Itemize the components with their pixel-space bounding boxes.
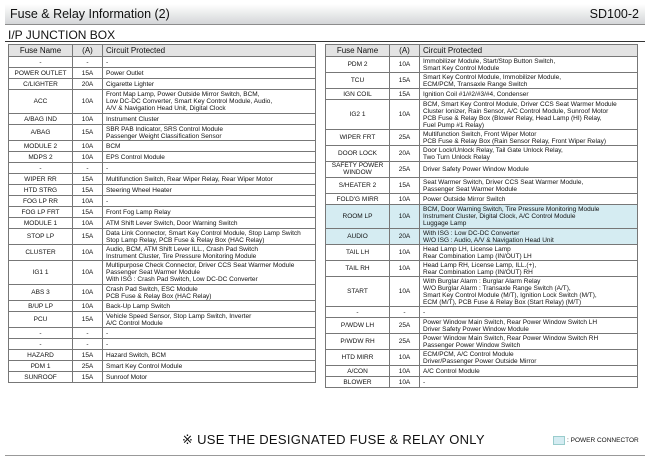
circuit-line: PCB Fuse & Relay Box (Rain Sensor Relay, Front Wiper Relay)	[423, 137, 607, 145]
fuse-amp-cell: 10A	[73, 196, 103, 207]
circuit-cell	[103, 68, 316, 79]
power-connector-swatch	[553, 436, 565, 445]
circuit-line: Power Window Main Switch, Rear Power Window Switch RH	[423, 334, 599, 342]
fuse-name-cell: DOOR LOCK	[326, 146, 390, 162]
circuit-cell	[420, 261, 638, 277]
fuse-amp-cell: -	[73, 57, 103, 68]
page-header	[5, 4, 645, 25]
fuse-name-cell: P/WDW LH	[326, 318, 390, 334]
fuse-amp-cell: 10A	[73, 152, 103, 163]
column-header-fuse-name: Fuse Name	[326, 45, 390, 57]
fuse-amp-cell: 15A	[73, 174, 103, 185]
column-header-circuit: Circuit Protected	[420, 45, 638, 57]
circuit-line: PCB Fuse & Relay Box (HAC Relay)	[106, 292, 212, 300]
circuit-line: Power Window Main Switch, Rear Power Window Switch LH	[423, 318, 598, 326]
table-row	[326, 277, 638, 307]
fuse-amp-cell: 15A	[73, 207, 103, 218]
circuit-cell	[103, 350, 316, 361]
table-row	[326, 162, 638, 178]
fuse-usage-note: ※ USE THE DESIGNATED FUSE & RELAY ONLY	[182, 432, 485, 447]
table-row	[326, 73, 638, 89]
table-row	[9, 114, 316, 125]
fuse-amp-cell: 10A	[73, 114, 103, 125]
circuit-line: Passenger Weight Classification Sensor	[106, 132, 222, 140]
circuit-line: A/C Control Module	[106, 319, 163, 327]
circuit-line: -	[106, 197, 109, 205]
column-header-circuit: Circuit Protected	[103, 45, 316, 57]
circuit-line: Rear Combination Lamp (IN/OUT) RH	[423, 268, 533, 276]
column-header-amp: (A)	[73, 45, 103, 57]
fuse-name-cell: S/HEATER 2	[326, 178, 390, 194]
circuit-cell	[420, 178, 638, 194]
fuse-amp-cell: 25A	[390, 130, 420, 146]
section-divider	[5, 41, 645, 42]
fuse-amp-cell: 15A	[73, 185, 103, 196]
circuit-line: Rear Combination Lamp (IN/OUT) LH	[423, 252, 532, 260]
table-row	[9, 218, 316, 229]
fuse-name-cell: BLOWER	[326, 377, 390, 388]
fuse-amp-cell: 10A	[73, 261, 103, 285]
fuse-name-cell: WIPER FRT	[326, 130, 390, 146]
table-row	[9, 152, 316, 163]
fuse-amp-cell: 15A	[390, 178, 420, 194]
circuit-cell	[103, 229, 316, 245]
fuse-name-cell: -	[9, 328, 73, 339]
fuse-amp-cell: 15A	[73, 312, 103, 328]
table-row	[9, 372, 316, 383]
circuit-line: Smart Key Control Module (M/T), Ignition Lock Switch (M/T),	[423, 291, 597, 299]
table-row	[9, 90, 316, 114]
circuit-line: BCM, Smart Key Control Module, Driver CCS Seat Warmer Module	[423, 100, 617, 108]
fuse-name-cell: MODULE 2	[9, 141, 73, 152]
table-row	[326, 205, 638, 229]
circuit-cell	[420, 307, 638, 318]
fuse-name-cell: B/UP LP	[9, 301, 73, 312]
circuit-line: Instrument Cluster, Digital Clock, A/C Control Module	[423, 213, 576, 220]
circuit-line: -	[423, 308, 426, 316]
table-row	[9, 185, 316, 196]
circuit-line: Smart Key Control Module	[423, 64, 500, 72]
fuse-amp-cell: 10A	[390, 245, 420, 261]
fuse-amp-cell: 10A	[390, 261, 420, 277]
fuse-name-cell: FOG LP RR	[9, 196, 73, 207]
table-row	[9, 79, 316, 90]
fuse-name-cell: IGN COIL	[326, 89, 390, 100]
circuit-line: Fuel Pump #1 Relay)	[423, 121, 485, 129]
circuit-cell	[103, 185, 316, 196]
fuse-name-cell: SAFETY POWER WINDOW	[326, 162, 390, 178]
table-row	[9, 312, 316, 328]
circuit-cell	[103, 79, 316, 90]
fuse-amp-cell: 15A	[73, 372, 103, 383]
circuit-line: Luggage Lamp	[423, 220, 467, 227]
table-row	[326, 229, 638, 245]
circuit-line: With ISG : Low DC-DC Converter	[423, 229, 520, 237]
circuit-cell	[420, 245, 638, 261]
fuse-amp-cell: 10A	[73, 285, 103, 301]
table-header-row	[326, 45, 638, 57]
circuit-line: ATM Shift Lever Switch, Door Warning Switch	[106, 219, 238, 227]
circuit-line: Sunroof Motor	[106, 373, 148, 381]
table-row	[326, 334, 638, 350]
fuse-amp-cell: -	[73, 339, 103, 350]
circuit-cell	[420, 194, 638, 205]
fuse-amp-cell: 20A	[390, 229, 420, 245]
circuit-line: ECM/PCM, A/C Control Module	[423, 350, 514, 358]
circuit-cell	[103, 114, 316, 125]
circuit-cell	[420, 162, 638, 178]
fuse-name-cell: PDM 2	[326, 57, 390, 73]
circuit-cell	[420, 377, 638, 388]
fuse-name-cell: PCU	[9, 312, 73, 328]
fuse-name-cell: POWER OUTLET	[9, 68, 73, 79]
fuse-amp-cell: 15A	[390, 73, 420, 89]
circuit-cell	[420, 73, 638, 89]
fuse-amp-cell: 15A	[73, 350, 103, 361]
table-row	[326, 261, 638, 277]
fuse-name-cell: TAIL LH	[326, 245, 390, 261]
fuse-name-cell: P/WDW RH	[326, 334, 390, 350]
fuse-name-cell: WIPER RR	[9, 174, 73, 185]
table-row	[326, 307, 638, 318]
circuit-cell	[103, 218, 316, 229]
circuit-cell	[420, 146, 638, 162]
circuit-line: BCM	[106, 142, 121, 150]
circuit-cell	[103, 90, 316, 114]
page-title: Fuse & Relay Information (2)	[10, 7, 170, 21]
fuse-name-cell: HTD MIRR	[326, 350, 390, 366]
circuit-line: Front Fog Lamp Relay	[106, 208, 171, 216]
fuse-amp-cell: 25A	[390, 318, 420, 334]
fuse-amp-cell: -	[73, 163, 103, 174]
circuit-line: Smart Key Control Module, Immobilizer Module,	[423, 73, 561, 81]
table-row	[326, 245, 638, 261]
circuit-line: -	[106, 329, 109, 337]
circuit-line: W/O Burglar Alarm : Transaxle Range Switch (A/T),	[423, 284, 571, 292]
circuit-line: Seat Warmer Switch, Driver CCS Seat Warmer Module,	[423, 178, 584, 186]
circuit-cell	[103, 339, 316, 350]
circuit-line: With ISG : Crash Pad Switch, Low DC-DC Converter	[106, 276, 258, 283]
fuse-name-cell: HAZARD	[9, 350, 73, 361]
fuse-amp-cell: 25A	[390, 334, 420, 350]
circuit-line: Stop Lamp Relay, PCB Fuse & Relay Box (HAC Relay)	[106, 236, 265, 244]
circuit-line: Power Outside Mirror Switch	[423, 195, 506, 203]
table-row	[9, 196, 316, 207]
table-row	[9, 174, 316, 185]
circuit-line: Multipurpose Check Connector, Driver CCS Seat Warmer Module	[106, 262, 295, 269]
circuit-line: Head Lamp RH, License Lamp, ILL.(+),	[423, 261, 537, 269]
circuit-line: A/V & Navigation Head Unit, Digital Clock	[106, 105, 226, 112]
fuse-name-cell: -	[9, 57, 73, 68]
table-row	[9, 339, 316, 350]
table-row	[9, 301, 316, 312]
circuit-line: BCM, Door Warning Switch, Tire Pressure Monitoring Module	[423, 206, 600, 213]
fuse-name-cell: A/BAG	[9, 125, 73, 141]
fuse-amp-cell: -	[73, 328, 103, 339]
fuse-amp-cell: -	[390, 307, 420, 318]
table-row	[326, 178, 638, 194]
fuse-amp-cell: 10A	[390, 277, 420, 307]
fuse-name-cell: MODULE 1	[9, 218, 73, 229]
fuse-name-cell: TAIL RH	[326, 261, 390, 277]
circuit-cell	[420, 318, 638, 334]
circuit-line: Immobilizer Module, Start/Stop Button Switch,	[423, 57, 556, 65]
fuse-name-cell: CLUSTER	[9, 245, 73, 261]
circuit-line: -	[106, 58, 109, 66]
circuit-line: Audio, BCM, ATM Shift Lever ILL., Crash Pad Switch	[106, 245, 258, 253]
table-row	[9, 361, 316, 372]
fuse-name-cell: -	[9, 339, 73, 350]
circuit-cell	[420, 334, 638, 350]
fuse-amp-cell: 15A	[390, 89, 420, 100]
fuse-name-cell: ROOM LP	[326, 205, 390, 229]
fuse-amp-cell: 10A	[73, 245, 103, 261]
fuse-name-cell: AUDIO	[326, 229, 390, 245]
circuit-line: Crash Pad Switch, ESC Module	[106, 285, 198, 293]
legend-label: : POWER CONNECTOR	[567, 437, 639, 444]
fuse-name-cell: TCU	[326, 73, 390, 89]
fuse-amp-cell: 10A	[73, 218, 103, 229]
circuit-line: Driver/Passenger Power Outside Mirror	[423, 357, 537, 365]
circuit-line: Instrument Cluster, Tire Pressure Monitoring Module	[106, 252, 257, 260]
fuse-name-cell: IG1 1	[9, 261, 73, 285]
fuse-amp-cell: 25A	[73, 361, 103, 372]
fuse-name-cell: PDM 1	[9, 361, 73, 372]
circuit-cell	[103, 207, 316, 218]
fuse-table-right	[325, 44, 638, 388]
section-title: I/P JUNCTION BOX	[8, 28, 116, 42]
fuse-amp-cell: 10A	[390, 205, 420, 229]
fuse-name-cell: ABS 3	[9, 285, 73, 301]
fuse-name-cell: A/CON	[326, 366, 390, 377]
circuit-line: Multifunction Switch, Front Wiper Motor	[423, 130, 537, 138]
fuse-amp-cell: 10A	[390, 350, 420, 366]
fuse-amp-cell: 15A	[73, 125, 103, 141]
circuit-cell	[103, 125, 316, 141]
table-row	[9, 68, 316, 79]
table-row	[326, 89, 638, 100]
circuit-line: Cigarette Lighter	[106, 80, 155, 88]
circuit-line: Vehicle Speed Sensor, Stop Lamp Switch, Inverter	[106, 312, 252, 320]
table-row	[9, 285, 316, 301]
fuse-amp-cell: 15A	[73, 229, 103, 245]
fuse-amp-cell: 10A	[390, 57, 420, 73]
circuit-line: Head Lamp LH, License Lamp	[423, 245, 511, 253]
table-row	[9, 125, 316, 141]
fuse-name-cell: A/BAG IND	[9, 114, 73, 125]
fuse-amp-cell: 20A	[73, 79, 103, 90]
fuse-amp-cell: 10A	[390, 366, 420, 377]
circuit-line: EPS Control Module	[106, 153, 165, 161]
circuit-line: Instrument Cluster	[106, 115, 160, 123]
circuit-line: -	[423, 378, 426, 386]
circuit-line: Steering Wheel Heater	[106, 186, 172, 194]
circuit-line: Door Lock/Unlock Relay, Tail Gate Unlock Relay,	[423, 146, 563, 154]
circuit-line: Passenger Power Window Switch	[423, 341, 521, 349]
fuse-name-cell: START	[326, 277, 390, 307]
fuse-name-cell: -	[326, 307, 390, 318]
circuit-cell	[103, 141, 316, 152]
circuit-cell	[103, 245, 316, 261]
circuit-line: Back-Up Lamp Switch	[106, 302, 170, 310]
circuit-line: Two Turn Unlock Relay	[423, 153, 490, 161]
circuit-line: Ignition Coil #1/#2/#3/#4, Condenser	[423, 90, 529, 98]
circuit-cell	[103, 372, 316, 383]
fuse-amp-cell: 10A	[73, 141, 103, 152]
fuse-name-cell: ACC	[9, 90, 73, 114]
table-row	[326, 318, 638, 334]
circuit-line: Smart Key Control Module	[106, 362, 183, 370]
table-row	[326, 100, 638, 130]
circuit-cell	[103, 163, 316, 174]
circuit-cell	[103, 57, 316, 68]
table-row	[9, 57, 316, 68]
circuit-cell	[103, 361, 316, 372]
circuit-cell	[420, 57, 638, 73]
circuit-cell	[103, 174, 316, 185]
circuit-cell	[420, 100, 638, 130]
circuit-cell	[103, 328, 316, 339]
circuit-line: Driver Safety Power Window Module	[423, 166, 529, 173]
fuse-amp-cell: 20A	[390, 146, 420, 162]
circuit-line: Passenger Seat Warmer Module	[106, 269, 201, 276]
circuit-cell	[103, 301, 316, 312]
circuit-line: Data Link Connector, Smart Key Control Module, Stop Lamp Switch	[106, 229, 301, 237]
table-row	[9, 229, 316, 245]
table-row	[9, 245, 316, 261]
fuse-amp-cell: 10A	[73, 90, 103, 114]
circuit-cell	[103, 261, 316, 285]
fuse-amp-cell: 10A	[390, 377, 420, 388]
circuit-line: Cluster Ionizer, Rain Sensor, A/C Control Module, Sunroof Motor	[423, 107, 609, 115]
table-row	[9, 141, 316, 152]
fuse-amp-cell: 25A	[390, 162, 420, 178]
circuit-cell	[420, 366, 638, 377]
circuit-line: -	[106, 164, 109, 172]
circuit-line: A/C Control Module	[423, 367, 480, 375]
circuit-line: SBR PAB Indicator, SRS Control Module	[106, 125, 223, 133]
fuse-name-cell: IG2 1	[326, 100, 390, 130]
circuit-line: Hazard Switch, BCM	[106, 351, 166, 359]
circuit-line: Multifunction Switch, Rear Wiper Relay, Rear Wiper Motor	[106, 175, 273, 183]
circuit-line: W/O ISG : Audio, A/V & Navigation Head Unit	[423, 236, 554, 244]
table-row	[9, 207, 316, 218]
circuit-cell	[420, 130, 638, 146]
legend	[553, 436, 639, 445]
circuit-line: With Burglar Alarm : Burglar Alarm Relay	[423, 277, 541, 285]
fuse-name-cell: STOP LP	[9, 229, 73, 245]
circuit-line: Low DC-DC Converter, Smart Key Control Module, Audio,	[106, 98, 273, 105]
circuit-cell	[420, 277, 638, 307]
column-header-amp: (A)	[390, 45, 420, 57]
circuit-cell	[103, 196, 316, 207]
fuse-amp-cell: 10A	[390, 194, 420, 205]
table-row	[9, 328, 316, 339]
fuse-amp-cell: 15A	[73, 68, 103, 79]
fuse-amp-cell: 10A	[73, 301, 103, 312]
circuit-cell	[103, 152, 316, 163]
circuit-cell	[420, 229, 638, 245]
circuit-cell	[420, 205, 638, 229]
table-row	[326, 130, 638, 146]
fuse-name-cell: FOG LP FRT	[9, 207, 73, 218]
table-row	[326, 366, 638, 377]
fuse-name-cell: -	[9, 163, 73, 174]
fuse-name-cell: FOLD'G MIRR	[326, 194, 390, 205]
circuit-line: Driver Safety Power Window Module	[423, 325, 529, 333]
circuit-line: Power Outlet	[106, 69, 144, 77]
fuse-name-cell: SUNROOF	[9, 372, 73, 383]
document-id: SD100-2	[589, 7, 639, 21]
fuse-name-cell: C/LIGHTER	[9, 79, 73, 90]
circuit-line: ECM/PCM, Transaxle Range Switch	[423, 80, 528, 88]
circuit-line: Front Map Lamp, Power Outside Mirror Switch, BCM,	[106, 91, 260, 98]
bottom-divider	[5, 455, 645, 456]
circuit-line: Passenger Seat Warmer Module	[423, 185, 518, 193]
circuit-line: PCB Fuse & Relay Box (Blower Relay, Head Lamp (HI) Relay,	[423, 114, 602, 122]
fuse-table-left	[8, 44, 316, 383]
circuit-cell	[420, 350, 638, 366]
column-header-fuse-name: Fuse Name	[9, 45, 73, 57]
circuit-cell	[420, 89, 638, 100]
circuit-cell	[103, 285, 316, 301]
fuse-name-cell: HTD STRG	[9, 185, 73, 196]
table-row	[326, 377, 638, 388]
table-row	[9, 261, 316, 285]
table-row	[326, 146, 638, 162]
circuit-line: ECM (M/T), PCB Fuse & Relay Box (Start Relay) (M/T)	[423, 298, 582, 306]
fuse-name-cell: MDPS 2	[9, 152, 73, 163]
fuse-amp-cell: 10A	[390, 100, 420, 130]
table-row	[9, 163, 316, 174]
table-row	[326, 350, 638, 366]
circuit-line: -	[106, 340, 109, 348]
table-header-row	[9, 45, 316, 57]
table-row	[326, 57, 638, 73]
table-row	[9, 350, 316, 361]
circuit-cell	[103, 312, 316, 328]
table-row	[326, 194, 638, 205]
